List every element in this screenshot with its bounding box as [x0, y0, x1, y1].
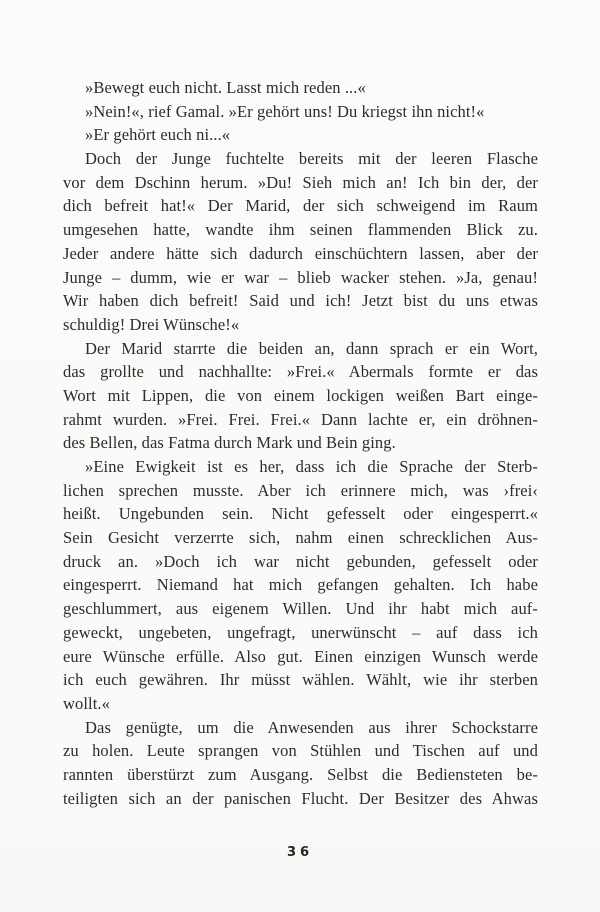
page-number: 36: [286, 845, 314, 860]
body-text: [63, 76, 538, 810]
text-line: das grollte und nachhallte: »Frei.« Abermals formte er das: [63, 362, 538, 382]
text-line: »Eine Ewigkeit ist es her, dass ich die Sprache der Sterb-: [85, 457, 538, 476]
text-line: heißt. Ungebunden sein. Nicht gefesselt oder eingesperrt.«: [63, 504, 538, 524]
text-line: vor dem Dschinn herum. »Du! Sieh mich an! Ich bin der, der: [63, 172, 538, 192]
text-line: Der Marid starrte die beiden an, dann sprach er ein Wort,: [85, 338, 538, 358]
text-line: zu holen. Leute sprangen von Stühlen und Tischen auf und: [63, 741, 538, 761]
text-line: eingesperrt. Niemand hat mich gefangen gehalten. Ich habe: [63, 575, 538, 595]
text-line: »Nein!«, rief Gamal. »Er gehört uns! Du kriegst ihn nicht!«: [85, 101, 485, 121]
text-line: schuldig! Drei Wünsche!«: [63, 314, 240, 334]
text-line: Das genügte, um die Anwesenden aus ihrer Schockstarre: [85, 717, 538, 737]
text-line: Doch der Junge fuchtelte bereits mit der leeren Flasche: [85, 149, 538, 169]
text-line: Wort mit Lippen, die von einem lockigen weißen Bart einge-: [63, 385, 538, 405]
text-line: druck an. »Doch ich war nicht gebunden, gefesselt oder: [63, 551, 538, 571]
text-line: ich euch gewähren. Ihr müsst wählen. Wählt, wie ihr sterben: [63, 670, 538, 690]
text-line: »Bewegt euch nicht. Lasst mich reden ...«: [85, 78, 366, 97]
text-line: des Bellen, das Fatma durch Mark und Bein ging.: [63, 433, 396, 453]
text-line: wollt.«: [63, 693, 110, 713]
text-line: eure Wünsche erfülle. Also gut. Einen einzigen Wunsch werde: [63, 646, 538, 666]
text-line: teiligten sich an der panischen Flucht. Der Besitzer des Ahwas: [63, 788, 538, 808]
text-line: dich befreit hat!« Der Marid, der sich schweigend im Raum: [63, 196, 538, 216]
text-line: rannten überstürzt zum Ausgang. Selbst die Bediensteten be-: [63, 764, 538, 784]
text-line: geweckt, ungebeten, ungefragt, unerwünscht – auf dass ich: [63, 622, 538, 642]
text-line: Sein Gesicht verzerrte sich, nahm einen schrecklichen Aus-: [63, 528, 538, 548]
text-line: Jeder andere hätte sich dadurch einschüchtern lassen, aber der: [63, 243, 538, 263]
text-line: rahmt wurden. »Frei. Frei. Frei.« Dann lachte er, ein dröhnen-: [63, 409, 538, 429]
text-line: »Er gehört euch ni...«: [85, 125, 231, 145]
text-line: lichen sprechen musste. Aber ich erinnere mich, was ›frei‹: [63, 480, 538, 500]
text-line: umgesehen hatte, wandte ihm seinen flammenden Blick zu.: [63, 220, 538, 240]
text-line: geschlummert, aus eigenem Willen. Und ihr habt mich auf-: [63, 599, 538, 619]
text-line: Junge – dumm, wie er war – blieb wacker stehen. »Ja, genau!: [63, 267, 538, 287]
text-line: Wir haben dich befreit! Said und ich! Jetzt bist du uns etwas: [63, 291, 538, 311]
